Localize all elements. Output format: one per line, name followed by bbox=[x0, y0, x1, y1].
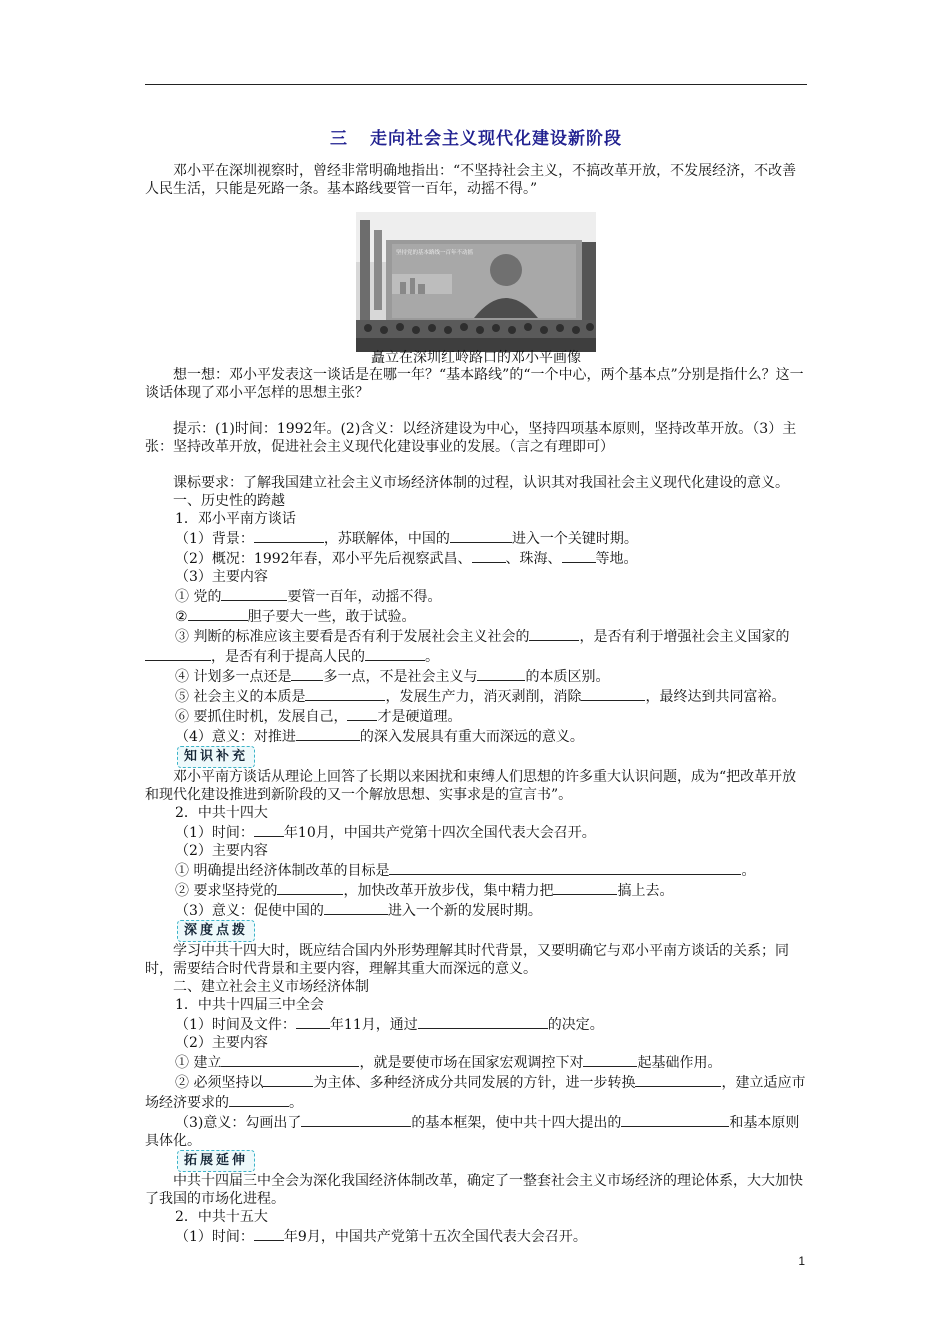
knowledge-supplement-text: 邓小平南方谈话从理论上回答了长期以来困扰和束缚人们思想的许多重大认识问题，成为“把改革开放和现代化建设推进到新阶段的又一个解放思想、实事求是的宣言书”。 bbox=[145, 769, 797, 803]
answer-blank[interactable] bbox=[221, 1052, 359, 1067]
knowledge-supplement-badge: 知识补充 bbox=[177, 746, 255, 768]
in-depth-text: 学习中共十四大时，既应结合国内外形势理解其时代背景，又要明确它与邓小平南方谈话的关系；同时，需要结合时代背景和主要内容，理解其重大而深远的意义。 bbox=[145, 943, 789, 977]
answer-blank[interactable] bbox=[305, 686, 385, 701]
content-item-1: ① 建立 ，就是要使市场在国家宏观调控下对 起基础作用。 bbox=[145, 1052, 807, 1072]
time-line: （1）时间： 年9月，中国共产党第十五次全国代表大会召开。 bbox=[145, 1226, 807, 1246]
answer-blank[interactable] bbox=[583, 1052, 637, 1067]
answer-blank[interactable] bbox=[254, 1226, 284, 1241]
header-rule bbox=[145, 84, 807, 85]
answer-blank[interactable] bbox=[254, 528, 324, 543]
answer-blank[interactable] bbox=[145, 646, 211, 661]
hint-paragraph: 提示：(1)时间：1992年。(2)含义：以经济建设为中心，坚持四项基本原则，坚持改革开放。（3）主张：坚持改革开放，促进社会主义现代化建设事业的发展。（言之有理即可） bbox=[145, 421, 797, 455]
answer-blank[interactable] bbox=[450, 528, 512, 543]
page-number: 1 bbox=[798, 1254, 805, 1268]
answer-blank[interactable] bbox=[477, 666, 525, 681]
time-line: （1）时间： 年10月，中国共产党第十四次全国代表大会召开。 bbox=[145, 822, 807, 842]
content-item-1: ① 明确提出经济体制改革的目标是 。 bbox=[145, 860, 807, 880]
significance-line: （4）意义：对推进 的深入发展具有重大而深远的意义。 bbox=[145, 726, 807, 746]
answer-blank[interactable] bbox=[229, 1092, 289, 1107]
content-item-1: ① 党的 要管一百年，动摇不得。 bbox=[145, 586, 807, 606]
content-item-6: ⑥ 要抓住时机，发展自己， 才是硬道理。 bbox=[145, 706, 807, 726]
page-title: 三 走向社会主义现代化建设新阶段 bbox=[330, 129, 622, 149]
think-question: 想一想：邓小平发表这一谈话是在哪一年？“基本路线”的“一个中心，两个基本点”分别是指什么？这一谈话体现了邓小平怎样的思想主张？ bbox=[145, 367, 804, 401]
answer-blank[interactable] bbox=[562, 548, 596, 563]
content-item-3: ③ 判断的标准应该主要看是否有利于发展社会主义社会的 ，是否有利于增强社会主义国家的，是否有利于提高人民的 。 bbox=[145, 626, 807, 666]
subsection-heading: 1．邓小平南方谈话 bbox=[175, 511, 296, 527]
extension-text: 中共十四届三中全会为深化我国经济体制改革，确定了一整套社会主义市场经济的理论体系，大大加快了我国的市场化进程。 bbox=[145, 1173, 803, 1207]
answer-blank[interactable] bbox=[291, 666, 323, 681]
answer-blank[interactable] bbox=[418, 1014, 548, 1029]
deng-portrait-photo bbox=[356, 212, 596, 352]
answer-blank[interactable] bbox=[472, 548, 506, 563]
answer-blank[interactable] bbox=[581, 686, 645, 701]
billboard-slogan: 坚持党的基本路线一百年不动摇 bbox=[396, 250, 474, 256]
answer-blank[interactable] bbox=[365, 646, 425, 661]
answer-blank[interactable] bbox=[188, 606, 248, 621]
subsection-heading: 1．中共十四届三中全会 bbox=[175, 997, 324, 1013]
subsection-heading: 2．中共十四大 bbox=[175, 805, 268, 821]
curriculum-standard: 课标要求：了解我国建立社会主义市场经济体制的过程，认识其对我国社会主义现代化建设的意义。 bbox=[173, 475, 789, 491]
answer-blank[interactable] bbox=[389, 860, 741, 875]
significance-line: （3）意义：促使中国的 进入一个新的发展时期。 bbox=[145, 900, 807, 920]
content-heading: （3）主要内容 bbox=[175, 569, 268, 585]
answer-blank[interactable] bbox=[529, 626, 579, 641]
content-item-4: ④ 计划多一点还是 多一点，不是社会主义与 的本质区别。 bbox=[145, 666, 807, 686]
content-heading: （2）主要内容 bbox=[175, 843, 268, 859]
answer-blank[interactable] bbox=[324, 900, 388, 915]
answer-blank[interactable] bbox=[347, 706, 377, 721]
content-item-5: ⑤ 社会主义的本质是 ，发展生产力，消灭剥削，消除 ，最终达到共同富裕。 bbox=[145, 686, 807, 706]
answer-blank[interactable] bbox=[621, 1112, 729, 1127]
answer-blank[interactable] bbox=[254, 822, 284, 837]
answer-blank[interactable] bbox=[296, 1014, 330, 1029]
content-heading: （2）主要内容 bbox=[175, 1035, 268, 1051]
figure-caption: 矗立在深圳红岭路口的邓小平画像 bbox=[371, 350, 581, 366]
answer-blank[interactable] bbox=[296, 726, 360, 741]
time-document-line: （1）时间及文件： 年11月，通过 的决定。 bbox=[145, 1014, 807, 1034]
extension-badge: 拓展延伸 bbox=[177, 1150, 255, 1172]
content-item-2: ② 必须坚持以 为主体、多种经济成分共同发展的方针，进一步转换 ，建立适应市场经济要求的 。 bbox=[145, 1072, 807, 1112]
significance-line: （3)意义：勾画出了 的基本框架，使中共十四大提出的 和基本原则具体化。 bbox=[145, 1112, 807, 1150]
in-depth-badge: 深度点拨 bbox=[177, 920, 255, 942]
subsection-heading: 2．中共十五大 bbox=[175, 1209, 268, 1225]
answer-blank[interactable] bbox=[301, 1112, 411, 1127]
overview-line: （2）概况：1992年春，邓小平先后视察武昌、 、珠海、 等地。 bbox=[145, 548, 807, 568]
document-page bbox=[145, 96, 807, 1246]
content-item-2: ② 要求坚持党的 ，加快改革开放步伐，集中精力把 搞上去。 bbox=[145, 880, 807, 900]
background-line: （1）背景： ，苏联解体，中国的 进入一个关键时期。 bbox=[145, 528, 807, 548]
figure bbox=[356, 212, 596, 366]
answer-blank[interactable] bbox=[221, 586, 287, 601]
answer-blank[interactable] bbox=[277, 880, 343, 895]
answer-blank[interactable] bbox=[635, 1072, 721, 1087]
section-heading-1: 一、历史性的跨越 bbox=[173, 493, 285, 509]
content-item-2: ② 胆子要大一些，敢于试验。 bbox=[145, 606, 807, 626]
intro-paragraph: 邓小平在深圳视察时，曾经非常明确地指出：“不坚持社会主义，不搞改革开放，不发展经济，不改善人民生活，只能是死路一条。基本路线要管一百年，动摇不得。” bbox=[145, 163, 797, 197]
section-heading-2: 二、建立社会主义市场经济体制 bbox=[173, 979, 369, 995]
answer-blank[interactable] bbox=[553, 880, 617, 895]
answer-blank[interactable] bbox=[263, 1072, 313, 1087]
